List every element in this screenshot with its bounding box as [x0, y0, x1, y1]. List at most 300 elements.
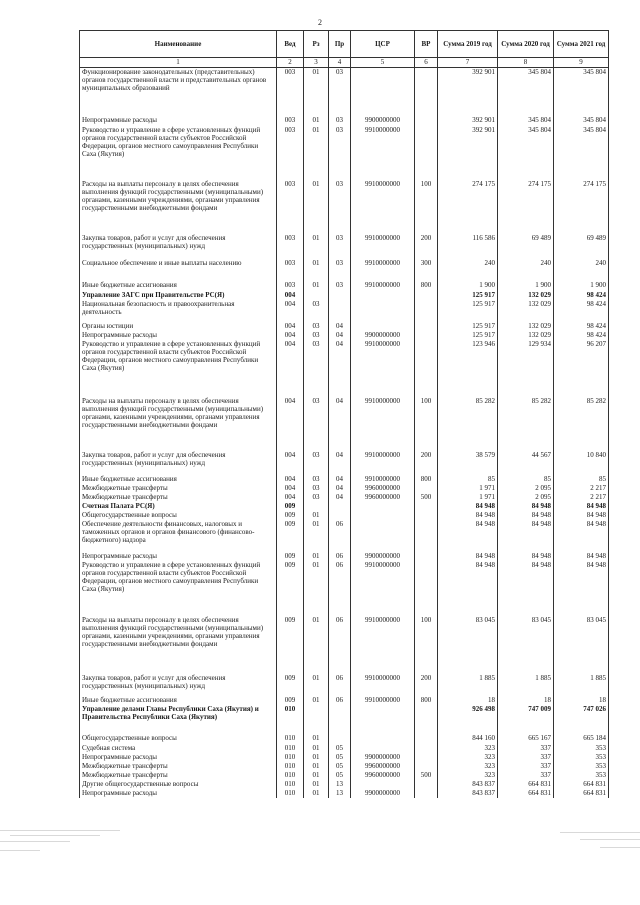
row-sum-2020: 240: [498, 259, 554, 281]
row-sum-2020: 345 804: [498, 126, 554, 180]
row-ved: 003: [277, 259, 304, 281]
row-csr: 9960000000: [351, 771, 415, 780]
row-csr: 9960000000: [351, 493, 415, 502]
row-sum-2020: 84 948: [498, 511, 554, 520]
row-name: Иные бюджетные ассигнования: [80, 475, 277, 484]
row-sum-2021: 98 424: [554, 322, 609, 331]
row-csr: 9910000000: [351, 259, 415, 281]
row-ved: 004: [277, 340, 304, 397]
column-number: 7: [438, 58, 498, 68]
row-vr: [415, 734, 438, 744]
table-row: [80, 475, 609, 484]
row-sum-2021: 18: [554, 696, 609, 705]
row-csr: 9910000000: [351, 475, 415, 484]
row-vr: [415, 340, 438, 397]
row-name: Межбюджетные трансферты: [80, 493, 277, 502]
row-ved: 009: [277, 520, 304, 552]
row-rz: 01: [304, 780, 329, 789]
row-name: Другие общегосударственные вопросы: [80, 780, 277, 789]
table-row: [80, 291, 609, 300]
row-sum-2021: 345 804: [554, 68, 609, 116]
row-sum-2020: 2 095: [498, 493, 554, 502]
row-pr: 06: [329, 696, 351, 705]
row-sum-2020: 83 045: [498, 616, 554, 674]
row-sum-2021: 98 424: [554, 300, 609, 322]
row-sum-2019: 392 901: [438, 126, 498, 180]
table-row: [80, 762, 609, 771]
row-rz: 01: [304, 126, 329, 180]
row-pr: 05: [329, 771, 351, 780]
row-sum-2019: 1 885: [438, 674, 498, 696]
row-sum-2019: 1 971: [438, 484, 498, 493]
row-sum-2020: 85: [498, 475, 554, 484]
row-ved: 010: [277, 705, 304, 734]
row-csr: 9900000000: [351, 789, 415, 798]
row-rz: 01: [304, 674, 329, 696]
table-row: [80, 322, 609, 331]
row-vr: [415, 116, 438, 126]
row-pr: [329, 502, 351, 511]
row-pr: 06: [329, 616, 351, 674]
row-vr: [415, 502, 438, 511]
row-sum-2021: 665 184: [554, 734, 609, 744]
row-name: Расходы на выплаты персоналу в целях обеспечения выполнения функций государственными (муниципальными) органами, казенными учреждениями, органами управления государственными внебюджетными фондами: [80, 397, 277, 451]
row-rz: 03: [304, 451, 329, 475]
row-name: Межбюджетные трансферты: [80, 762, 277, 771]
row-vr: [415, 331, 438, 340]
row-sum-2021: 345 804: [554, 116, 609, 126]
row-sum-2021: 747 026: [554, 705, 609, 734]
column-number: 1: [80, 58, 277, 68]
column-number: 8: [498, 58, 554, 68]
header-sum-2021: Сумма 2021 год: [554, 31, 609, 58]
row-sum-2021: 84 948: [554, 520, 609, 552]
row-name: Органы юстиции: [80, 322, 277, 331]
row-rz: 03: [304, 475, 329, 484]
row-csr: [351, 520, 415, 552]
row-rz: [304, 705, 329, 734]
row-sum-2020: 84 948: [498, 561, 554, 616]
row-name: Закупка товаров, работ и услуг для обеспечения государственных (муниципальных) нужд: [80, 234, 277, 259]
row-sum-2021: 353: [554, 753, 609, 762]
row-sum-2019: 125 917: [438, 331, 498, 340]
row-sum-2020: 1 900: [498, 281, 554, 291]
row-vr: [415, 753, 438, 762]
row-name: Счетная Палата РС(Я): [80, 502, 277, 511]
table-row: [80, 780, 609, 789]
row-sum-2021: 2 217: [554, 484, 609, 493]
table-row: [80, 616, 609, 674]
row-csr: [351, 734, 415, 744]
row-sum-2021: 85 282: [554, 397, 609, 451]
row-sum-2020: 132 029: [498, 300, 554, 322]
row-vr: 300: [415, 259, 438, 281]
row-rz: 01: [304, 789, 329, 798]
row-sum-2019: 392 901: [438, 68, 498, 116]
table-row: [80, 705, 609, 734]
row-sum-2021: 664 831: [554, 789, 609, 798]
row-rz: 03: [304, 300, 329, 322]
table-row: [80, 511, 609, 520]
row-vr: [415, 300, 438, 322]
row-sum-2019: 844 160: [438, 734, 498, 744]
row-ved: 003: [277, 126, 304, 180]
row-rz: 01: [304, 734, 329, 744]
row-ved: 010: [277, 734, 304, 744]
row-ved: 004: [277, 397, 304, 451]
row-csr: 9900000000: [351, 753, 415, 762]
row-pr: 13: [329, 789, 351, 798]
row-vr: [415, 68, 438, 116]
row-csr: [351, 780, 415, 789]
table-row: [80, 259, 609, 281]
row-csr: 9910000000: [351, 397, 415, 451]
row-pr: 05: [329, 762, 351, 771]
header-pr: Пр: [329, 31, 351, 58]
row-pr: 04: [329, 475, 351, 484]
row-pr: 06: [329, 552, 351, 561]
row-sum-2021: 84 948: [554, 552, 609, 561]
row-vr: [415, 762, 438, 771]
row-vr: 100: [415, 180, 438, 234]
row-name: Управление ЗАГС при Правительстве РС(Я): [80, 291, 277, 300]
row-ved: 010: [277, 753, 304, 762]
header-ved: Вед: [277, 31, 304, 58]
row-pr: 04: [329, 340, 351, 397]
row-sum-2019: 843 837: [438, 789, 498, 798]
row-ved: 004: [277, 291, 304, 300]
row-ved: 004: [277, 493, 304, 502]
row-sum-2019: 125 917: [438, 300, 498, 322]
row-sum-2020: 129 934: [498, 340, 554, 397]
row-sum-2020: 337: [498, 753, 554, 762]
row-sum-2020: 664 831: [498, 780, 554, 789]
row-sum-2020: 132 029: [498, 291, 554, 300]
row-sum-2021: 274 175: [554, 180, 609, 234]
row-sum-2020: 2 095: [498, 484, 554, 493]
row-csr: 9910000000: [351, 451, 415, 475]
row-sum-2019: 116 586: [438, 234, 498, 259]
row-pr: [329, 291, 351, 300]
row-pr: 03: [329, 281, 351, 291]
row-sum-2021: 84 948: [554, 502, 609, 511]
row-csr: 9960000000: [351, 762, 415, 771]
row-vr: [415, 126, 438, 180]
row-pr: 05: [329, 753, 351, 762]
row-sum-2019: 84 948: [438, 511, 498, 520]
row-csr: 9910000000: [351, 234, 415, 259]
row-ved: 003: [277, 116, 304, 126]
row-rz: [304, 291, 329, 300]
row-name: Общегосударственные вопросы: [80, 734, 277, 744]
row-sum-2020: 345 804: [498, 68, 554, 116]
table-row: [80, 300, 609, 322]
row-sum-2019: 123 946: [438, 340, 498, 397]
row-csr: 9900000000: [351, 116, 415, 126]
row-ved: 009: [277, 674, 304, 696]
row-rz: 01: [304, 180, 329, 234]
row-vr: 800: [415, 475, 438, 484]
row-rz: 01: [304, 696, 329, 705]
row-sum-2019: 83 045: [438, 616, 498, 674]
row-sum-2019: 125 917: [438, 291, 498, 300]
row-sum-2020: 1 885: [498, 674, 554, 696]
row-csr: 9910000000: [351, 561, 415, 616]
row-sum-2019: 323: [438, 753, 498, 762]
row-rz: 01: [304, 511, 329, 520]
row-csr: 9910000000: [351, 674, 415, 696]
row-csr: 9910000000: [351, 696, 415, 705]
row-csr: 9910000000: [351, 340, 415, 397]
row-vr: [415, 705, 438, 734]
row-name: Руководство и управление в сфере установленных функций органов государственной власти субъектов Российской Федерации, органов местного самоуправления Республики Саха (Якутия): [80, 340, 277, 397]
row-sum-2020: 337: [498, 762, 554, 771]
row-ved: 010: [277, 771, 304, 780]
row-csr: [351, 744, 415, 753]
table-row: [80, 696, 609, 705]
row-pr: 05: [329, 744, 351, 753]
row-sum-2021: 1 900: [554, 281, 609, 291]
row-sum-2021: 353: [554, 771, 609, 780]
row-vr: 100: [415, 397, 438, 451]
column-number: 2: [277, 58, 304, 68]
row-sum-2020: 274 175: [498, 180, 554, 234]
row-ved: 010: [277, 789, 304, 798]
table-row: [80, 771, 609, 780]
row-csr: [351, 291, 415, 300]
row-sum-2020: 84 948: [498, 520, 554, 552]
row-rz: 01: [304, 616, 329, 674]
row-ved: 004: [277, 475, 304, 484]
row-name: Межбюджетные трансферты: [80, 771, 277, 780]
row-name: Непрограммные расходы: [80, 753, 277, 762]
row-vr: [415, 552, 438, 561]
row-ved: 003: [277, 180, 304, 234]
row-sum-2020: 665 167: [498, 734, 554, 744]
row-pr: [329, 511, 351, 520]
row-vr: 200: [415, 234, 438, 259]
row-sum-2020: 337: [498, 771, 554, 780]
table-row: [80, 234, 609, 259]
row-pr: 06: [329, 674, 351, 696]
row-sum-2020: 337: [498, 744, 554, 753]
row-csr: 9910000000: [351, 616, 415, 674]
table-row: [80, 116, 609, 126]
row-sum-2019: 84 948: [438, 520, 498, 552]
row-sum-2020: 44 567: [498, 451, 554, 475]
row-sum-2020: 84 948: [498, 502, 554, 511]
row-sum-2019: 84 948: [438, 502, 498, 511]
row-sum-2021: 69 489: [554, 234, 609, 259]
row-name: Судебная система: [80, 744, 277, 753]
row-sum-2019: 125 917: [438, 322, 498, 331]
row-ved: 010: [277, 780, 304, 789]
row-sum-2021: 98 424: [554, 331, 609, 340]
table-row: [80, 502, 609, 511]
header-name: Наименование: [80, 31, 277, 58]
row-csr: 9910000000: [351, 180, 415, 234]
table-row: [80, 331, 609, 340]
row-name: Социальное обеспечение и иные выплаты населению: [80, 259, 277, 281]
row-sum-2021: 664 831: [554, 780, 609, 789]
row-rz: 03: [304, 322, 329, 331]
row-vr: [415, 322, 438, 331]
row-csr: [351, 68, 415, 116]
row-name: Руководство и управление в сфере установленных функций органов государственной власти субъектов Российской Федерации, органов местного самоуправления Республики Саха (Якутия): [80, 126, 277, 180]
row-vr: 100: [415, 616, 438, 674]
row-pr: 04: [329, 322, 351, 331]
row-name: Общегосударственные вопросы: [80, 511, 277, 520]
row-ved: 009: [277, 552, 304, 561]
row-rz: 01: [304, 552, 329, 561]
header-sum-2019: Сумма 2019 год: [438, 31, 498, 58]
row-pr: 03: [329, 68, 351, 116]
row-sum-2021: 2 217: [554, 493, 609, 502]
table-body: [80, 68, 609, 798]
row-name: Непрограммные расходы: [80, 789, 277, 798]
row-sum-2019: 323: [438, 744, 498, 753]
row-pr: [329, 734, 351, 744]
row-csr: [351, 502, 415, 511]
row-pr: 03: [329, 234, 351, 259]
row-sum-2021: 84 948: [554, 561, 609, 616]
row-ved: 004: [277, 300, 304, 322]
row-ved: 003: [277, 234, 304, 259]
row-name: Иные бюджетные ассигнования: [80, 696, 277, 705]
row-sum-2019: 323: [438, 762, 498, 771]
row-pr: 04: [329, 331, 351, 340]
header-sum-2020: Сумма 2020 год: [498, 31, 554, 58]
row-ved: 009: [277, 502, 304, 511]
row-pr: 03: [329, 126, 351, 180]
row-name: Управление делами Главы Республики Саха (Якутия) и Правительства Республики Саха (Якутия): [80, 705, 277, 734]
row-name: Закупка товаров, работ и услуг для обеспечения государственных (муниципальных) нужд: [80, 674, 277, 696]
row-sum-2019: 843 837: [438, 780, 498, 789]
row-csr: 9900000000: [351, 552, 415, 561]
row-vr: [415, 484, 438, 493]
row-sum-2019: 240: [438, 259, 498, 281]
row-ved: 009: [277, 616, 304, 674]
row-ved: 004: [277, 322, 304, 331]
row-ved: 009: [277, 511, 304, 520]
row-rz: 01: [304, 520, 329, 552]
row-rz: 01: [304, 561, 329, 616]
row-ved: 004: [277, 451, 304, 475]
row-pr: 03: [329, 180, 351, 234]
row-vr: [415, 511, 438, 520]
row-csr: [351, 705, 415, 734]
row-vr: 800: [415, 696, 438, 705]
row-name: Непрограммные расходы: [80, 331, 277, 340]
row-csr: [351, 511, 415, 520]
row-sum-2020: 664 831: [498, 789, 554, 798]
row-pr: 04: [329, 397, 351, 451]
row-rz: 03: [304, 397, 329, 451]
row-csr: 9910000000: [351, 126, 415, 180]
table-row: [80, 484, 609, 493]
row-vr: [415, 561, 438, 616]
row-rz: 03: [304, 493, 329, 502]
row-pr: [329, 300, 351, 322]
row-sum-2019: 1 971: [438, 493, 498, 502]
row-name: Обеспечение деятельности финансовых, налоговых и таможенных органов и органов финансового (финансово-бюджетного) надзора: [80, 520, 277, 552]
row-sum-2019: 84 948: [438, 552, 498, 561]
row-pr: 06: [329, 520, 351, 552]
row-rz: 01: [304, 116, 329, 126]
table-row: [80, 126, 609, 180]
row-sum-2019: 84 948: [438, 561, 498, 616]
row-sum-2020: 85 282: [498, 397, 554, 451]
row-sum-2019: 392 901: [438, 116, 498, 126]
row-csr: 9900000000: [351, 331, 415, 340]
row-name: Расходы на выплаты персоналу в целях обеспечения выполнения функций государственными (муниципальными) органами, казенными учреждениями, органами управления государственными внебюджетными фондами: [80, 180, 277, 234]
header-rz: Рз: [304, 31, 329, 58]
row-pr: 04: [329, 493, 351, 502]
table-row: [80, 493, 609, 502]
table-row: [80, 734, 609, 744]
row-pr: 04: [329, 484, 351, 493]
row-sum-2020: 132 029: [498, 331, 554, 340]
row-sum-2019: 18: [438, 696, 498, 705]
row-rz: 01: [304, 281, 329, 291]
row-ved: 009: [277, 696, 304, 705]
page-number: 2: [318, 18, 322, 27]
table-row: [80, 397, 609, 451]
row-pr: 13: [329, 780, 351, 789]
row-sum-2020: 84 948: [498, 552, 554, 561]
table-row: [80, 561, 609, 616]
row-name: Межбюджетные трансферты: [80, 484, 277, 493]
column-number-row: [80, 58, 609, 68]
row-sum-2020: 69 489: [498, 234, 554, 259]
row-ved: 004: [277, 484, 304, 493]
row-rz: 01: [304, 259, 329, 281]
row-ved: 010: [277, 744, 304, 753]
column-number: 9: [554, 58, 609, 68]
row-csr: 9910000000: [351, 281, 415, 291]
row-csr: [351, 300, 415, 322]
table-row: [80, 674, 609, 696]
table-row: [80, 281, 609, 291]
row-sum-2021: 84 948: [554, 511, 609, 520]
row-vr: 200: [415, 674, 438, 696]
header-vr: ВР: [415, 31, 438, 58]
row-name: Руководство и управление в сфере установленных функций органов государственной власти субъектов Российской Федерации, органов местного самоуправления Республики Саха (Якутия): [80, 561, 277, 616]
row-rz: 03: [304, 340, 329, 397]
row-pr: 04: [329, 451, 351, 475]
row-sum-2021: 83 045: [554, 616, 609, 674]
row-rz: 01: [304, 762, 329, 771]
row-sum-2021: 353: [554, 762, 609, 771]
table-row: [80, 789, 609, 798]
row-sum-2019: 926 498: [438, 705, 498, 734]
row-sum-2019: 38 579: [438, 451, 498, 475]
row-sum-2019: 274 175: [438, 180, 498, 234]
row-name: Функционирование законодательных (представительных) органов государственной власти и представительных органов муниципальных образований: [80, 68, 277, 116]
row-ved: 010: [277, 762, 304, 771]
table-row: [80, 451, 609, 475]
row-ved: 004: [277, 331, 304, 340]
table-row: [80, 68, 609, 116]
row-sum-2019: 1 900: [438, 281, 498, 291]
row-pr: 03: [329, 259, 351, 281]
row-pr: 03: [329, 116, 351, 126]
row-sum-2019: 323: [438, 771, 498, 780]
row-sum-2021: 1 885: [554, 674, 609, 696]
row-sum-2020: 18: [498, 696, 554, 705]
row-rz: 01: [304, 771, 329, 780]
row-rz: 01: [304, 68, 329, 116]
